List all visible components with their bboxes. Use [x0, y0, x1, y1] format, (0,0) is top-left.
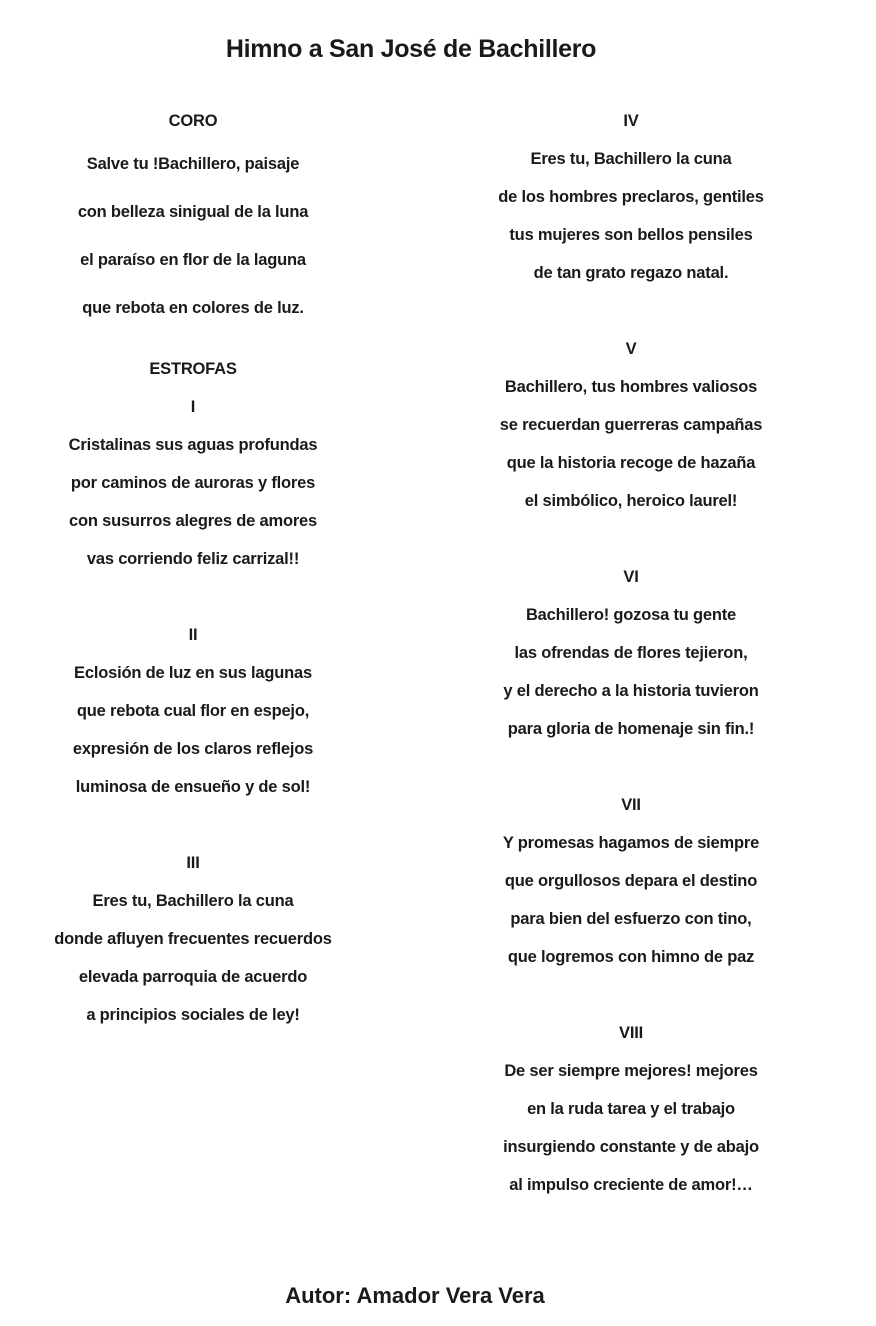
coro-heading: CORO — [168, 112, 218, 130]
lyric-line: tus mujeres son bellos pensiles — [509, 226, 753, 244]
stanza-numeral: I — [190, 398, 196, 416]
lyric-line: que orgullosos depara el destino — [504, 872, 758, 890]
estrofas-heading: ESTROFAS — [149, 360, 237, 378]
right-column — [412, 102, 850, 1204]
stanza-ii — [0, 616, 412, 806]
lyric-line: insurgiendo constante y de abajo — [503, 1138, 759, 1156]
stanza-numeral: V — [625, 340, 637, 358]
lyric-line: por caminos de auroras y flores — [70, 474, 316, 492]
stanza-numeral: VII — [621, 796, 641, 814]
stanza-numeral: VIII — [619, 1024, 643, 1042]
stanza-iv — [412, 102, 850, 292]
lyric-line: expresión de los claros reflejos — [72, 740, 314, 758]
lyric-line: para gloria de homenaje sin fin.! — [507, 720, 755, 738]
lyric-line: en la ruda tarea y el trabajo — [527, 1100, 735, 1118]
lyric-line: que la historia recoge de hazaña — [506, 454, 756, 472]
lyric-line: de los hombres preclaros, gentiles — [498, 188, 764, 206]
stanza-numeral: VI — [623, 568, 639, 586]
lyric-line: Bachillero! gozosa tu gente — [525, 606, 737, 624]
lyric-line: y el derecho a la historia tuvieron — [503, 682, 759, 700]
lyric-line: luminosa de ensueño y de sol! — [75, 778, 311, 796]
lyric-line: las ofrendas de flores tejieron, — [514, 644, 748, 662]
lyric-line: el simbólico, heroico laurel! — [524, 492, 738, 510]
stanza-iii — [0, 844, 412, 1034]
lyric-line: se recuerdan guerreras campañas — [499, 416, 763, 434]
stanza-numeral: III — [186, 854, 200, 872]
lyric-line: con belleza sinigual de la luna — [77, 203, 309, 221]
stanza-vi — [412, 558, 850, 748]
left-column — [0, 102, 412, 1204]
author-credit: Autor: Amador Vera Vera — [285, 1283, 545, 1308]
lyric-line: de tan grato regazo natal. — [533, 264, 729, 282]
lyric-line: vas corriendo feliz carrizal!! — [86, 550, 300, 568]
lyrics-columns — [0, 102, 850, 1204]
lyric-line: Eclosión de luz en sus lagunas — [74, 664, 312, 682]
coro-section — [0, 102, 412, 332]
lyric-line: a principios sociales de ley! — [86, 1006, 300, 1024]
stanza-viii — [412, 1014, 850, 1204]
lyric-line: al impulso creciente de amor!… — [509, 1176, 753, 1194]
stanza-vii — [412, 786, 850, 976]
lyric-line: el paraíso en flor de la laguna — [80, 251, 306, 269]
lyric-line: Cristalinas sus aguas profundas — [68, 436, 318, 454]
lyric-line: Salve tu !Bachillero, paisaje — [86, 155, 300, 173]
lyric-line: Eres tu, Bachillero la cuna — [92, 892, 294, 910]
lyric-line: que rebota en colores de luz. — [82, 299, 304, 317]
lyric-line: elevada parroquia de acuerdo — [78, 968, 308, 986]
lyric-line: para bien del esfuerzo con tino, — [510, 910, 752, 928]
lyric-line: Eres tu, Bachillero la cuna — [530, 150, 732, 168]
lyric-line: con susurros alegres de amores — [68, 512, 318, 530]
page-title: Himno a San José de Bachillero — [225, 35, 597, 63]
lyric-line: Y promesas hagamos de siempre — [502, 834, 760, 852]
lyric-line: De ser siempre mejores! mejores — [504, 1062, 758, 1080]
stanza-numeral: II — [188, 626, 198, 644]
stanza-i — [0, 388, 412, 578]
stanza-v — [412, 330, 850, 520]
lyric-line: que rebota cual flor en espejo, — [76, 702, 310, 720]
stanza-numeral: IV — [623, 112, 639, 130]
lyric-line: Bachillero, tus hombres valiosos — [504, 378, 758, 396]
lyric-line: donde afluyen frecuentes recuerdos — [54, 930, 332, 948]
lyric-line: que logremos con himno de paz — [507, 948, 755, 966]
